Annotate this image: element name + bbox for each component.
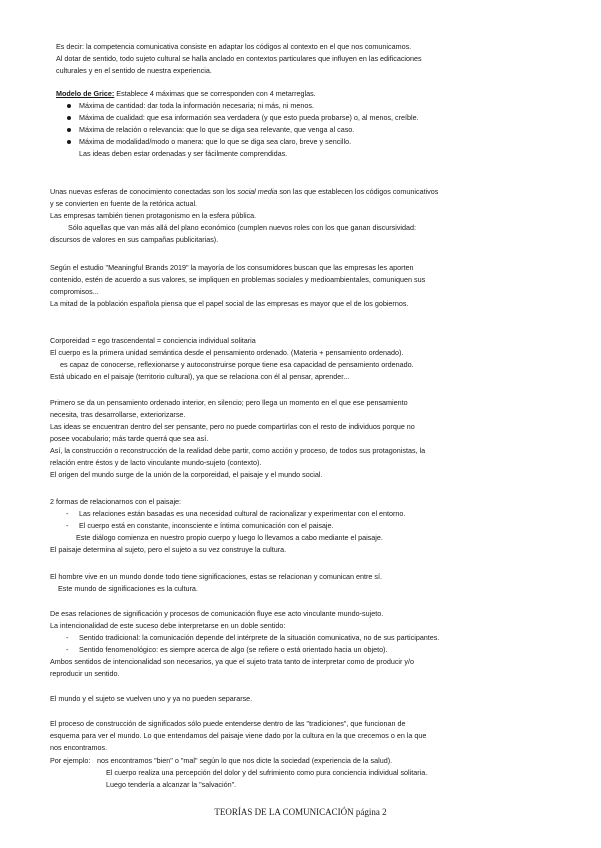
- corp-line-4: Está ubicado en el paisaje (territorio cultural), ya que se relaciona con él al pensar, aprender...: [50, 372, 350, 381]
- forms-item: El cuerpo está en constante, inconsciente e íntima comunicación con el paisaje.: [79, 521, 334, 530]
- forms-extra: Este diálogo comienza en nuestro propio cuerpo y luego lo llevamos a cabo mediante el paisaje.: [76, 533, 383, 542]
- proc-line-3: nos encontramos.: [50, 743, 108, 752]
- man-line-1: El hombre vive en un mundo donde todo tiene significaciones, estas se relacionan y comunican entre sí.: [50, 572, 383, 581]
- think-line-5: Así, la construcción o reconstrucción de la realidad debe partir, como acción y proceso, de todos sus protagonistas, la: [50, 446, 426, 455]
- rel-line-4: reproducir un sentido.: [50, 669, 120, 678]
- intro-line-2: Al dotar de sentido, todo sujeto cultural se halla anclado en contextos particulares que influyen en las edificaciones: [56, 54, 422, 63]
- dash-icon: -: [66, 521, 69, 530]
- rel-item: Sentido fenomenológico: es siempre acerca de algo (se refiere o está orientado hacia un objeto).: [79, 645, 388, 654]
- grice-item: Máxima de relación o relevancia: que lo que se diga sea relevante, que venga al caso.: [79, 125, 355, 134]
- social-line-3: Las empresas también tienen protagonismo en la esfera pública.: [50, 211, 257, 220]
- grice-heading: [56, 89, 316, 99]
- forms-item: Las relaciones están basadas es una necesidad cultural de racionalizar y experimentar con el entorno.: [79, 509, 406, 518]
- example-label: Por ejemplo:: [50, 756, 91, 765]
- study-line-2: contenido, estén de acuerdo a sus valores, se impliquen en problemas sociales y medioambientales, comuniquen sus: [50, 275, 426, 284]
- social-line-1: [50, 187, 438, 197]
- world-line: El mundo y el sujeto se vuelven uno y ya no pueden separarse.: [50, 694, 253, 703]
- rel-line-2: La intencionalidad de este suceso debe interpretarse en un doble sentido:: [50, 621, 286, 630]
- social-media-term: social media: [237, 187, 278, 196]
- social-line-4: Sólo aquellas que van más allá del plano económico (cumplen nuevos roles con los que ganan discursividad:: [68, 223, 417, 232]
- dash-icon: -: [66, 645, 69, 654]
- think-line-1: Primero se da un pensamiento ordenado interior, en silencio; pero llega un momento en el que ese pensamiento: [50, 398, 408, 407]
- example-line-1: nos encontramos "bien" o "mal" según lo que nos dicte la sociedad (experiencia de la salud).: [97, 756, 393, 765]
- man-line-2: Este mundo de significaciones es la cultura.: [58, 584, 198, 593]
- think-line-7: El origen del mundo surge de la unión de la corporeidad, el paisaje y el mundo social.: [50, 470, 323, 479]
- study-line-3: compromisos...: [50, 287, 99, 296]
- social-line-2: y se convierten en fuente de la retórica actual.: [50, 199, 198, 208]
- social-line-1b: son las que establecen los códigos comunicativos: [277, 187, 439, 196]
- social-line-5: discursos de valores en sus campañas publicitarias).: [50, 235, 219, 244]
- think-line-3: Las ideas se encuentran dentro del ser pensante, pero no puede compartirlas con el resto de individuos porque no: [50, 422, 415, 431]
- think-line-6: relación entre éstos y de lacto vinculante mundo-sujeto (contexto).: [50, 458, 262, 467]
- page-footer: TEORÍAS DE LA COMUNICACIÓN página 2: [214, 807, 387, 817]
- grice-extra: Las ideas deben estar ordenadas y ser fácilmente comprendidas.: [79, 149, 288, 158]
- grice-item: Máxima de cantidad: dar toda la información necesaria; ni más, ni menos.: [79, 101, 314, 110]
- forms-end: El paisaje determina al sujeto, pero el sujeto a su vez construye la cultura.: [50, 545, 287, 554]
- bullet-icon: [67, 104, 71, 108]
- grice-title: Modelo de Grice:: [56, 89, 115, 98]
- grice-intro: Establece 4 máximas que se corresponden con 4 metarreglas.: [114, 89, 316, 98]
- corp-line-1: Corporeidad = ego trascendental = conciencia individual solitaria: [50, 336, 256, 345]
- study-line-1: Según el estudio "Meaningful Brands 2019" la mayoría de los consumidores buscan que las empresas les aporten: [50, 263, 414, 272]
- proc-line-2: esquema para ver el mundo. Lo que entendamos del paisaje viene dado por la cultura en la que crecemos o en la que: [50, 731, 427, 740]
- think-line-2: necesita, tras desarrollarse, exteriorizarse.: [50, 410, 186, 419]
- corp-line-2: El cuerpo es la primera unidad semántica desde el pensamiento ordenado. (Materia + pensamiento ordenado).: [50, 348, 404, 357]
- bullet-icon: [67, 140, 71, 144]
- proc-line-1: El proceso de construcción de significados sólo puede entenderse dentro de las "tradiciones", que funcionan de: [50, 719, 406, 728]
- grice-item: Máxima de cualidad: que esa información sea verdadera (y que esto pueda probarse) o, al menos, creíble.: [79, 113, 419, 122]
- think-line-4: posee vocabulario; más tarde querrá que sea así.: [50, 434, 209, 443]
- example-line-3: Luego tendería a alcanzar la "salvación".: [106, 780, 237, 789]
- grice-item: Máxima de modalidad/modo o manera: que lo que se diga sea claro, breve y sencillo.: [79, 137, 352, 146]
- intro-line-1: Es decir: la competencia comunicativa consiste en adaptar los códigos al contexto en el que nos comunicamos.: [56, 42, 412, 51]
- rel-line-1: De esas relaciones de significación y procesos de comunicación fluye ese acto vinculante mundo-sujeto.: [50, 609, 384, 618]
- intro-line-3: culturales y en el sentido de nuestra experiencia.: [56, 66, 212, 75]
- bullet-icon: [67, 116, 71, 120]
- rel-line-3: Ambos sentidos de intencionalidad son necesarios, ya que el sujeto trata tanto de interpretar como de producir y/o: [50, 657, 414, 666]
- corp-line-3: es capaz de conocerse, reflexionarse y autoconstruirse porque tiene esa capacidad de pensamiento ordenado.: [60, 360, 414, 369]
- rel-item: Sentido tradicional: la comunicación depende del intérprete de la situación comunicativa, no de sus participantes.: [79, 633, 440, 642]
- bullet-icon: [67, 128, 71, 132]
- dash-icon: -: [66, 633, 69, 642]
- forms-title: 2 formas de relacionarnos con el paisaje:: [50, 497, 182, 506]
- example-line-2: El cuerpo realiza una percepción del dolor y del sufrimiento como pura conciencia individual solitaria.: [106, 768, 428, 777]
- dash-icon: -: [66, 509, 69, 518]
- social-line-1a: Unas nuevas esferas de conocimiento conectadas son los: [50, 187, 238, 196]
- study-line-4: La mitad de la población española piensa que el papel social de las empresas es mayor que el de los gobiernos.: [50, 299, 409, 308]
